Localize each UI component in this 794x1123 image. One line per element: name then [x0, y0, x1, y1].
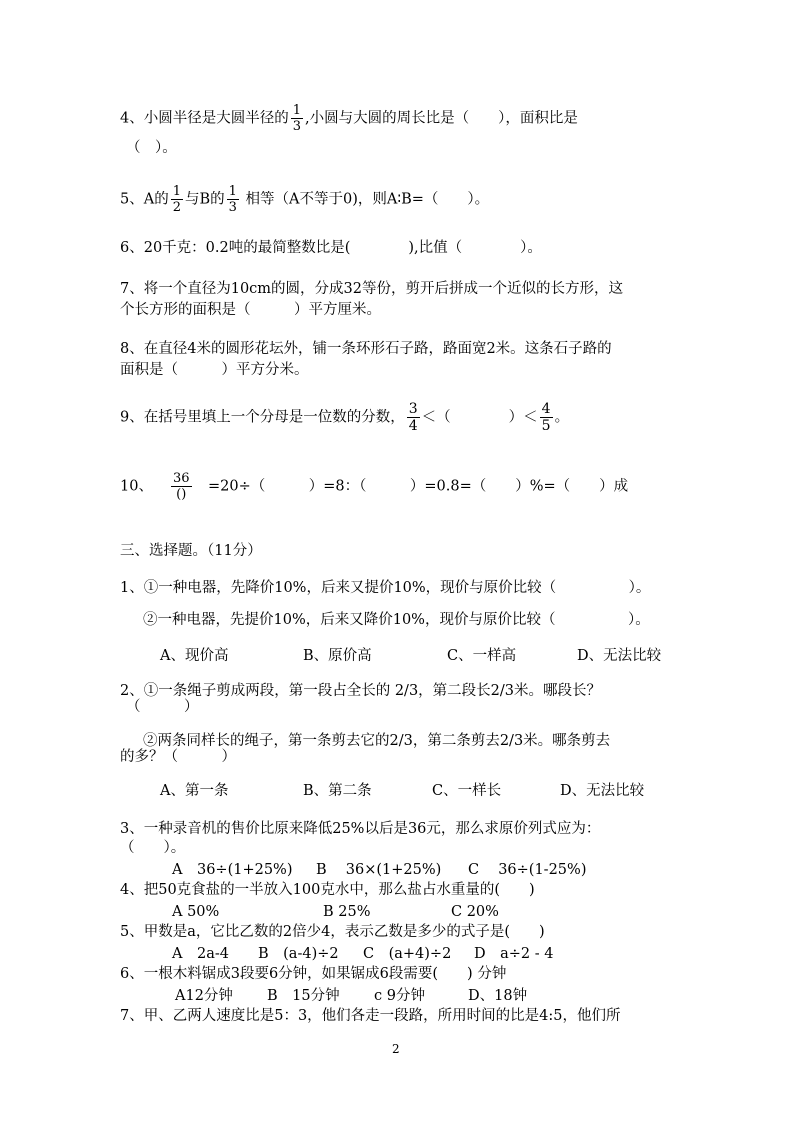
choice-2-option-c: C、一样长 — [432, 783, 502, 799]
choice-1-line-2: ②一种电器，先提价10%，后来又降价10%，现价与原价比较（ ）。 — [143, 612, 650, 628]
choice-2-line-2b: 的多？（ ） — [120, 749, 236, 765]
choice-4-option-a: A 50% — [172, 904, 220, 920]
choice-2-option-b: B、第二条 — [303, 783, 372, 799]
question-8-line-1: 8、在直径4米的圆形花坛外，铺一条环形石子路，路面宽2米。这条石子路的 — [120, 341, 612, 357]
choice-2-line-2: ②两条同样长的绳子，第一条剪去它的2/3，第二条剪去2/3米。哪条剪去 — [143, 733, 611, 749]
choice-2-line-1: 2、①一条绳子剪成两段，第一段占全长的 2/3，第二段长2/3米。哪段长？ — [120, 683, 602, 699]
choice-3-option-a: A 36÷(1+25%) — [172, 862, 293, 878]
fraction: $\frac{1}{3}$ — [292, 103, 302, 134]
choice-5-option-c: C (a+4)÷2 — [363, 946, 452, 962]
choice-5-option-d: D a÷2 - 4 — [474, 946, 554, 962]
choice-3-option-c: C 36÷(1-25%) — [468, 862, 587, 878]
choice-1-option-d: D、无法比较 — [577, 648, 662, 664]
choice-4-option-b: B 25% — [323, 904, 371, 920]
choice-7-line-1: 7、甲、乙两人速度比是5：3，他们各走一段路，所用时间的比是4:5，他们所 — [120, 1008, 621, 1024]
choice-2-option-d: D、无法比较 — [560, 783, 645, 799]
choice-2-line-1b: （ ） — [126, 699, 199, 715]
choice-3-option-b: B 36×(1+25%) — [316, 862, 442, 878]
choice-5-option-b: B (a-4)÷2 — [258, 946, 339, 962]
question-4-cont: （ ）。 — [126, 140, 177, 156]
question-7-line-2: 个长方形的面积是（ ）平方厘米。 — [120, 302, 381, 318]
choice-1-option-a: A、现价高 — [160, 648, 229, 664]
choice-1-option-c: C、一样高 — [447, 648, 517, 664]
choice-1-line-1: 1、①一种电器，先降价10%，后来又提价10%，现价与原价比较（ ）。 — [120, 580, 651, 596]
fraction: $\frac{4}{5}$ — [541, 401, 551, 434]
question-7-line-1: 7、将一个直径为10cm的圆，分成32等份，剪开后拼成一个近似的长方形，这 — [120, 281, 623, 297]
page-number: 2 — [392, 1042, 400, 1056]
choice-6-option-c: c 9分钟 — [374, 988, 425, 1004]
fraction: $\frac{3}{4}$ — [408, 401, 418, 434]
fraction: $\frac{1}{2}$ — [172, 184, 181, 215]
fraction: $\frac{1}{3}$ — [228, 184, 237, 215]
choice-4-option-c: C 20% — [451, 904, 499, 920]
choice-6-option-a: A12分钟 — [175, 988, 233, 1004]
choice-3-line-1: 3、一种录音机的售价比原来降低25%以后是36元，那么求原价列式应为： — [120, 821, 601, 837]
question-4: 4、小圆半径是大圆半径的 $\frac{1}{3}$ ,小圆与大圆的周长比是（ ），面积比是 — [120, 103, 578, 134]
question-10: 10、 $\frac{36}{()}$ =20÷（ ）=8：（ ）=0.8=（ ）%=（ ）成 — [120, 471, 629, 502]
choice-6-option-b: B 15分钟 — [267, 988, 340, 1004]
question-5: 5、A的 $\frac{1}{2}$ 与B的 $\frac{1}{3}$ 相等（A不等于0)，则A∶B=（ ）。 — [120, 184, 490, 215]
choice-1-option-b: B、原价高 — [303, 648, 372, 664]
fraction: $\frac{36}{()}$ — [172, 471, 190, 502]
question-9: 9、在括号里填上一个分母是一位数的分数， $\frac{3}{4}$ ＜（ ）＜ $\frac{4}{5}$ 。 — [120, 401, 570, 434]
choice-3-line-1b: （ ）。 — [120, 840, 186, 856]
section-3-heading: 三、选择题。（11分） — [120, 543, 262, 559]
question-8-line-2: 面积是（ ）平方分米。 — [120, 362, 309, 378]
question-6: 6、20千克：0.2吨的最简整数比是( ),比值（ ）。 — [120, 240, 542, 256]
choice-4-line-1: 4、把50克食盐的一半放入100克水中，那么盐占水重量的( ) — [120, 882, 535, 898]
choice-6-line-1: 6、一根木料锯成3段要6分钟，如果锯成6段需要( ) 分钟 — [120, 966, 507, 982]
choice-5-option-a: A 2a-4 — [172, 946, 229, 962]
choice-2-option-a: A、第一条 — [160, 783, 229, 799]
choice-5-line-1: 5、甲数是a，它比乙数的2倍少4，表示乙数是多少的式子是( ) — [120, 924, 545, 940]
choice-6-option-d: D、18钟 — [468, 988, 528, 1004]
